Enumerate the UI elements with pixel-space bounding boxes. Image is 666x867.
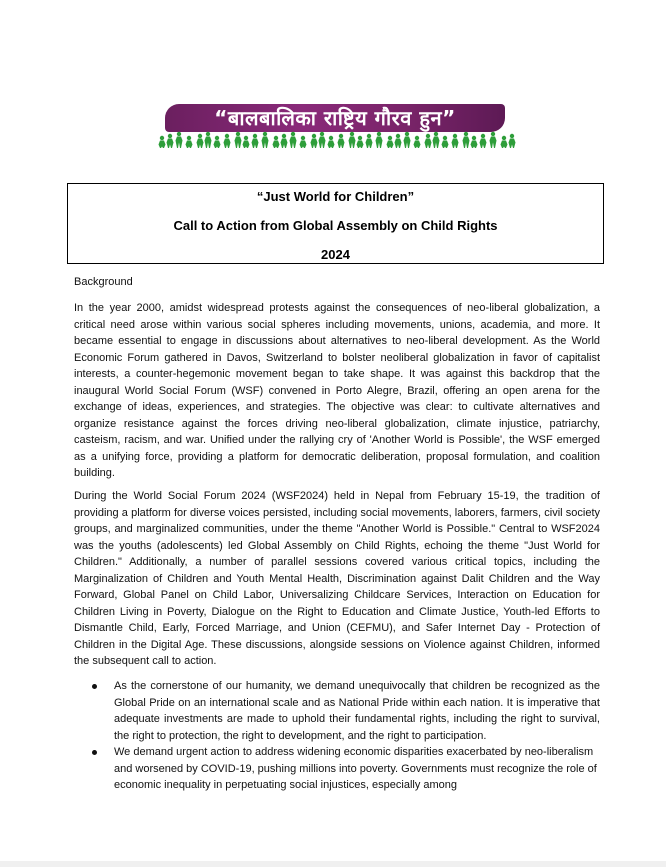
child-figure-head xyxy=(274,136,278,140)
child-figure-head xyxy=(215,136,219,140)
child-figure-body xyxy=(490,137,497,149)
child-figure-body xyxy=(433,137,440,149)
child-figure-body xyxy=(452,139,459,149)
child-figure-head xyxy=(358,136,362,140)
child-figure-head xyxy=(329,136,333,140)
child-figure-body xyxy=(252,139,259,149)
child-figure-head xyxy=(236,132,240,136)
child-figure-body xyxy=(404,137,411,149)
child-figure-head xyxy=(187,136,191,140)
child-figure-body xyxy=(235,137,242,149)
child-figure-body xyxy=(224,139,231,149)
child-figure-head xyxy=(198,134,202,138)
child-figure-body xyxy=(290,137,297,149)
child-figure-body xyxy=(442,141,449,149)
child-figure-head xyxy=(339,134,343,138)
child-figure-head xyxy=(396,134,400,138)
child-figure-body xyxy=(480,139,487,149)
child-figure-head xyxy=(168,134,172,138)
paragraph: During the World Social Forum 2024 (WSF2024) held in Nepal from February 15-19, the tradition of providing a platform for diverse voices persisted, including social movements, laborers, farmers, civil society groups, and marginalized communities, under the theme "Another World is Possible." Central to WSF2024 was the youths (adolescents) led Global Assembly on Child Rights, echoing the theme "Just World for Children." Additionally, a number of parallel sessions covered various critical topics, including the Marginalization of Children and Youth Mental Health, Discrimination against Dalit Children and the Way Forward, Global Panel on Child Labor, Universalizing Childcare Services, Interaction on Education for Children Living in Poverty, Dialogue on the Right to Education and Climate Justice, Youth-led Efforts to Dismantle Child, Early, Forced Marriage, and Union (CEFMU), and Safer Internet Day - Protection of Children in the Digital Age. These discussions, alongside sessions on Violence against Children, informed the subsequent call to action. xyxy=(74,490,600,667)
child-figure-body xyxy=(167,139,174,149)
child-figure-body xyxy=(205,137,212,149)
child-figure-head xyxy=(481,134,485,138)
child-figure-body xyxy=(338,139,345,149)
section-heading: Background xyxy=(74,276,133,288)
page-bottom-edge xyxy=(0,861,666,867)
child-figure-head xyxy=(453,134,457,138)
child-figure-body xyxy=(349,137,356,149)
child-figure-head xyxy=(491,132,495,136)
child-figure-head xyxy=(263,132,267,136)
child-figure-body xyxy=(414,141,421,149)
child-figure-body xyxy=(463,137,470,149)
call-to-action-list xyxy=(74,678,600,794)
child-figure-body xyxy=(471,141,478,149)
child-figure-head xyxy=(472,136,476,140)
child-figure-head xyxy=(426,134,430,138)
child-figure-head xyxy=(367,134,371,138)
logo-banner-text: “बालबालिका राष्ट्रिय गौरव हुन” xyxy=(214,106,456,130)
child-figure-head xyxy=(415,136,419,140)
title-main: Call to Action from Global Assembly on Child Rights xyxy=(173,218,498,233)
child-figure-body xyxy=(214,141,221,149)
title-box xyxy=(67,183,604,264)
child-figure-body xyxy=(357,141,364,149)
child-figure-body xyxy=(243,141,250,149)
child-figure-body xyxy=(387,141,394,149)
child-figure-head xyxy=(434,132,438,136)
child-figure-head xyxy=(301,136,305,140)
child-figure-head xyxy=(320,132,324,136)
child-figure-body xyxy=(319,137,326,149)
child-figure-head xyxy=(225,134,229,138)
child-figure-body xyxy=(159,141,166,149)
child-figure-head xyxy=(291,132,295,136)
child-figure-body xyxy=(425,139,432,149)
child-figure-body xyxy=(376,137,383,149)
child-figure-body xyxy=(509,139,516,149)
title-tagline: “Just World for Children” xyxy=(256,189,415,204)
child-figure-head xyxy=(244,136,248,140)
child-figure-head xyxy=(388,136,392,140)
child-figure-body xyxy=(281,139,288,149)
list-item xyxy=(74,678,600,744)
child-figure-head xyxy=(377,132,381,136)
child-figure-head xyxy=(464,132,468,136)
child-figure-head xyxy=(350,132,354,136)
child-figure-body xyxy=(273,141,280,149)
list-item-text: We demand urgent action to address widening economic disparities exacerbated by neo-liberalism and worsened by COVID-19, pushing millions into poverty. Governments must recognize the role of economic inequality in perpetuating social injustices, especially among xyxy=(114,746,597,791)
child-figure-head xyxy=(443,136,447,140)
child-figure-head xyxy=(177,132,181,136)
bullet-icon xyxy=(92,684,97,689)
child-figure-body xyxy=(366,139,373,149)
child-figure-body xyxy=(395,139,402,149)
child-figure-head xyxy=(282,134,286,138)
child-figure-body xyxy=(186,141,193,149)
list-item xyxy=(74,744,600,794)
child-figure-head xyxy=(206,132,210,136)
bullet-icon xyxy=(92,750,97,755)
child-figure-head xyxy=(502,136,506,140)
child-figure-body xyxy=(501,141,508,149)
child-figure-body xyxy=(300,141,307,149)
child-figure-head xyxy=(312,134,316,138)
child-figure-head xyxy=(160,136,164,140)
child-figure-body xyxy=(328,141,335,149)
child-figure-head xyxy=(510,134,514,138)
child-figure-body xyxy=(262,137,269,149)
child-figure-body xyxy=(197,139,204,149)
child-figure-body xyxy=(176,137,183,149)
paragraph: In the year 2000, amidst widespread protests against the consequences of neo-liberal globalization, a critical need arose within various social spheres including movements, unions, academia, and more. It became essential to engage in discussions about alternatives to neo-liberal development. As the World Economic Forum gathered in Davos, Switzerland to bolster neoliberal globalization in favor of capitalist interests, a counter-hegemonic movement began to take shape. It was against this backdrop that the inaugural World Social Forum (WSF) convened in Porto Alegre, Brazil, offering an open arena for the exchange of ideas, experiences, and strategies. The objective was clear: to cultivate alternatives and organize resistance against the forces driving neo-liberal globalization, climate injustice, patriarchy, casteism, racism, and war. Unified under the rallying cry of 'Another World is Possible', the WSF emerged as a unifying force, providing a platform for democratic deliberation, proposal formulation, and coalition building. xyxy=(74,302,600,479)
child-figure-head xyxy=(405,132,409,136)
list-item-text: As the cornerstone of our humanity, we demand unequivocally that children be recognized as the Global Pride on an international scale and as National Pride within each nation. It is imperative that adequate investments are made to uphold their fundamental rights, including the right to survival, the right to protection, the right to development, and the right to participation. xyxy=(114,680,600,742)
child-figure-head xyxy=(253,134,257,138)
title-year: 2024 xyxy=(321,247,350,262)
campaign-logo xyxy=(155,100,521,150)
child-figure-body xyxy=(311,139,318,149)
children-figures-graphic xyxy=(155,130,521,148)
